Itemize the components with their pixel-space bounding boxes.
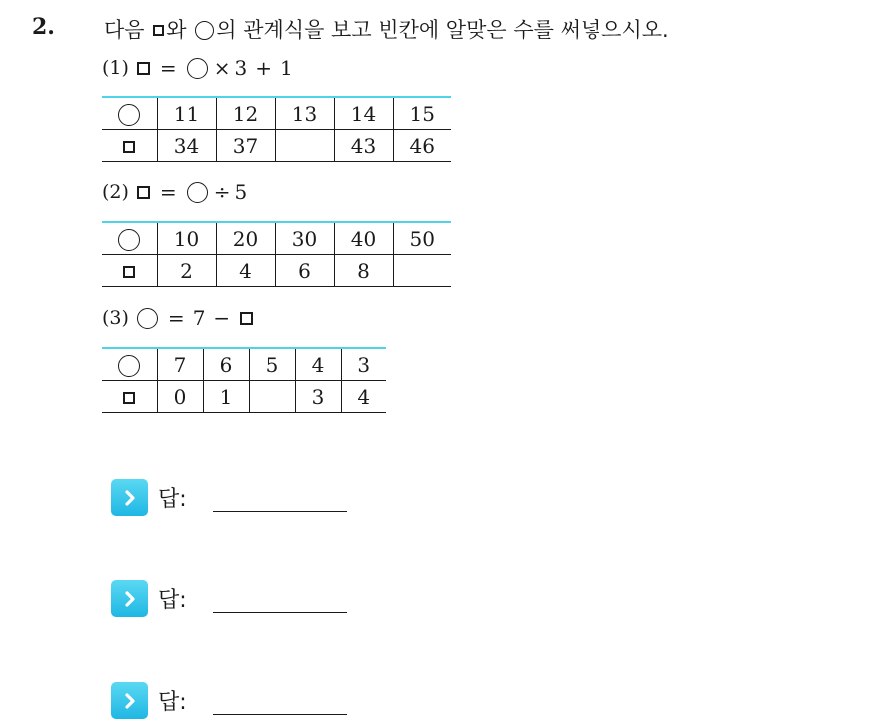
square-symbol-icon bbox=[137, 62, 150, 75]
equals-sign: = bbox=[159, 56, 177, 80]
table-header-square bbox=[102, 381, 157, 413]
subquestion-3-formula bbox=[102, 306, 255, 330]
circle-symbol-icon bbox=[118, 355, 140, 377]
table-cell: 43 bbox=[334, 130, 393, 162]
table-cell: 6 bbox=[203, 348, 249, 381]
circle-symbol-icon bbox=[187, 182, 208, 203]
table-cell: 15 bbox=[393, 97, 451, 130]
table-header-circle bbox=[102, 348, 157, 381]
table-cell: 6 bbox=[275, 255, 334, 287]
question-text bbox=[104, 14, 669, 44]
equals-sign: = bbox=[159, 180, 177, 204]
answer-label: 답: bbox=[158, 690, 187, 715]
square-symbol-icon bbox=[123, 392, 135, 404]
divide-sign: ÷ bbox=[213, 180, 231, 204]
times-sign: × bbox=[213, 56, 231, 80]
value-table-3 bbox=[102, 347, 386, 413]
blank-cell[interactable] bbox=[393, 255, 451, 287]
formula-number: 5 bbox=[234, 180, 248, 204]
table-cell: 4 bbox=[341, 381, 386, 413]
table-cell: 40 bbox=[334, 222, 393, 255]
table-cell: 30 bbox=[275, 222, 334, 255]
answer-blank-line[interactable] bbox=[213, 511, 347, 512]
table-cell: 5 bbox=[249, 348, 295, 381]
table-cell: 7 bbox=[157, 348, 203, 381]
chevron-right-icon bbox=[111, 479, 148, 516]
table-cell: 37 bbox=[216, 130, 275, 162]
equals-sign: = bbox=[167, 306, 185, 330]
answer-row-2 bbox=[111, 580, 187, 617]
subquestion-2-formula bbox=[102, 180, 247, 204]
square-symbol-icon bbox=[153, 25, 164, 36]
chevron-right-icon bbox=[111, 682, 148, 719]
table-header-circle bbox=[102, 97, 157, 130]
table-cell: 1 bbox=[203, 381, 249, 413]
table-cell: 34 bbox=[157, 130, 216, 162]
question-text-part2: 와 bbox=[166, 18, 187, 42]
subquestion-1-formula bbox=[102, 56, 293, 80]
plus-sign: + bbox=[255, 56, 272, 80]
table-header-circle bbox=[102, 222, 157, 255]
table-cell: 20 bbox=[216, 222, 275, 255]
formula-number: 1 bbox=[279, 56, 293, 80]
table-cell: 3 bbox=[341, 348, 386, 381]
table-cell: 4 bbox=[216, 255, 275, 287]
table-cell: 2 bbox=[157, 255, 216, 287]
subquestion-label: (3) bbox=[102, 307, 129, 329]
circle-symbol-icon bbox=[137, 308, 158, 329]
subquestion-label: (1) bbox=[102, 57, 129, 79]
table-cell: 12 bbox=[216, 97, 275, 130]
formula-number: 3 bbox=[234, 56, 248, 80]
formula-number: 7 bbox=[192, 306, 206, 330]
blank-cell[interactable] bbox=[249, 381, 295, 413]
table-cell: 14 bbox=[334, 97, 393, 130]
square-symbol-icon bbox=[123, 266, 135, 278]
answer-label: 답: bbox=[158, 487, 187, 512]
square-symbol-icon bbox=[240, 312, 253, 325]
table-cell: 13 bbox=[275, 97, 334, 130]
circle-symbol-icon bbox=[187, 58, 208, 79]
question-text-part3: 의 관계식을 보고 빈칸에 알맞은 수를 써넣으시오. bbox=[216, 18, 669, 42]
subquestion-label: (2) bbox=[102, 181, 129, 203]
answer-label: 답: bbox=[158, 588, 187, 613]
table-cell: 46 bbox=[393, 130, 451, 162]
table-cell: 8 bbox=[334, 255, 393, 287]
table-cell: 10 bbox=[157, 222, 216, 255]
value-table-1 bbox=[102, 96, 451, 162]
square-symbol-icon bbox=[123, 141, 135, 153]
value-table-2 bbox=[102, 221, 451, 287]
square-symbol-icon bbox=[137, 186, 150, 199]
table-cell: 50 bbox=[393, 222, 451, 255]
circle-symbol-icon bbox=[118, 104, 140, 126]
circle-symbol-icon bbox=[195, 21, 214, 40]
circle-symbol-icon bbox=[118, 229, 140, 251]
minus-sign: − bbox=[213, 306, 231, 330]
table-cell: 4 bbox=[295, 348, 341, 381]
question-text-part1: 다음 bbox=[104, 18, 145, 42]
table-cell: 0 bbox=[157, 381, 203, 413]
table-cell: 11 bbox=[157, 97, 216, 130]
blank-cell[interactable] bbox=[275, 130, 334, 162]
answer-row-3 bbox=[111, 682, 187, 719]
table-cell: 3 bbox=[295, 381, 341, 413]
answer-blank-line[interactable] bbox=[213, 612, 347, 613]
answer-blank-line[interactable] bbox=[213, 714, 347, 715]
question-number: 2. bbox=[32, 14, 55, 40]
chevron-right-icon bbox=[111, 580, 148, 617]
table-header-square bbox=[102, 130, 157, 162]
table-header-square bbox=[102, 255, 157, 287]
answer-row-1 bbox=[111, 479, 187, 516]
